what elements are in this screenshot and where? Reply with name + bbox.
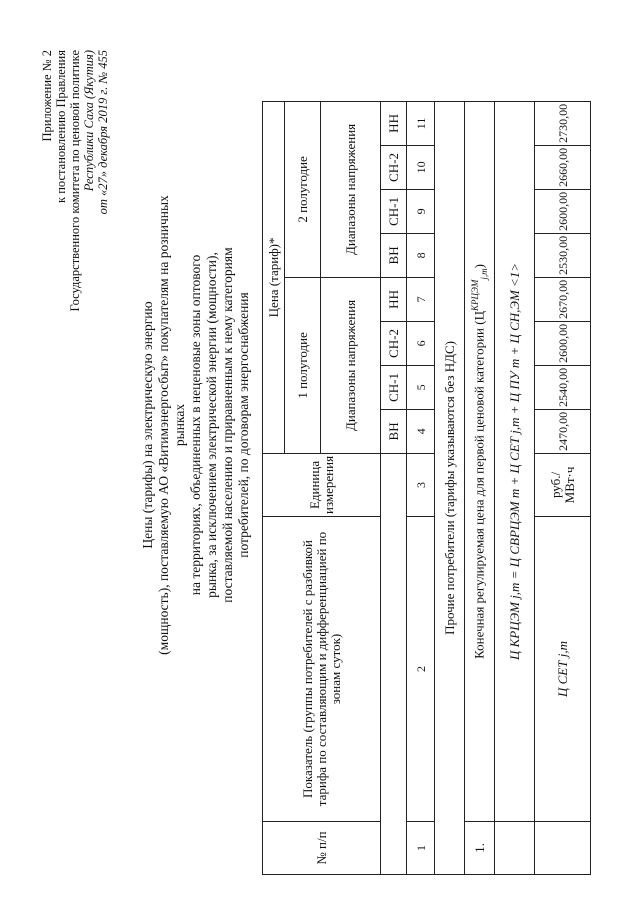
title-line-6: потребителей, по договорам энергоснабжения xyxy=(236,292,251,558)
title-line-2: (мощность), поставляемую АО «Витимэнергосбыт» покупателям на розничных рынках xyxy=(156,195,187,655)
header-col: СН-2 xyxy=(381,145,407,189)
col-number: 6 xyxy=(407,321,435,365)
data-row-unit: руб./МВт·ч xyxy=(535,453,591,516)
value-cell: 2530,00 xyxy=(535,233,591,277)
document-title xyxy=(140,190,252,660)
value-cell: 2470,00 xyxy=(535,409,591,453)
col-number: 7 xyxy=(407,277,435,321)
col-number: 10 xyxy=(407,145,435,189)
header-col: ВН xyxy=(381,233,407,277)
col-number: 9 xyxy=(407,189,435,233)
value-cell: 2730,00 xyxy=(535,101,591,145)
col-number: 4 xyxy=(407,409,435,453)
value-cell: 2540,00 xyxy=(535,365,591,409)
approval-line-5: от «27» декабря 2019 г. № 455 xyxy=(96,50,110,215)
col-number: 11 xyxy=(407,101,435,145)
header-price: Цена (тариф)* xyxy=(263,101,285,453)
approval-block xyxy=(40,50,110,312)
header-col: НН xyxy=(381,101,407,145)
value-cell: 2600,00 xyxy=(535,189,591,233)
header-half-2: 2 полугодие xyxy=(285,101,321,277)
value-cell: 2660,00 xyxy=(535,145,591,189)
col-number: 1 xyxy=(407,822,435,875)
title-line-3: на территориях, объединенных в неценовые зоны оптового xyxy=(188,254,203,596)
value-cell: 2670,00 xyxy=(535,277,591,321)
row-number: 1. xyxy=(465,822,495,875)
col-number: 5 xyxy=(407,365,435,409)
price-formula: Ц КРЦЭМ j,m = Ц СВРЦЭМ m + Ц СЕТ j,m + Ц ПУ m + Ц СН,ЭМ <1> xyxy=(495,101,535,821)
header-unit: Единица измерения xyxy=(263,453,381,516)
approval-line-4: Республики Саха (Якутия) xyxy=(82,50,96,192)
header-indicator: Показатель (группы потребителей с разбивкой тарифа по составляющим и дифференциацией по зонам суток) xyxy=(263,517,381,822)
header-half-1: 1 полугодие xyxy=(285,277,321,453)
header-voltage-1: Диапазоны напряжения xyxy=(321,277,381,453)
title-line-4: рынка, за исключением электрической энергии (мощности), xyxy=(204,252,219,598)
approval-line-3: Государственного комитета по ценовой политике xyxy=(68,50,82,312)
approval-line-2: к постановлению Правления xyxy=(54,50,68,203)
header-col: СН-1 xyxy=(381,189,407,233)
tariff-table xyxy=(262,101,591,875)
header-col: СН-1 xyxy=(381,365,407,409)
title-line-1: Цены (тарифы) на электрическую энергию xyxy=(140,301,155,549)
col-number: 8 xyxy=(407,233,435,277)
approval-line-1: Приложение № 2 xyxy=(40,50,54,142)
value-cell: 2600,00 xyxy=(535,321,591,365)
header-num: № п/п xyxy=(263,822,381,875)
row-description: Конечная регулируемая цена для первой ценовой категории $(Ц^{КРЦЭМ}_{j,m})$ xyxy=(465,101,495,821)
header-voltage-2: Диапазоны напряжения xyxy=(321,101,381,277)
col-number: 3 xyxy=(407,453,435,516)
header-col: НН xyxy=(381,277,407,321)
header-col: СН-2 xyxy=(381,321,407,365)
col-number: 2 xyxy=(407,517,435,822)
section-heading: Прочие потребители (тарифы указываются без НДС) xyxy=(435,101,465,874)
title-line-5: поставляемой населению и приравненным к нему категориям xyxy=(220,247,235,603)
data-row-label: Ц СЕТ j,m xyxy=(535,517,591,822)
header-col: ВН xyxy=(381,409,407,453)
